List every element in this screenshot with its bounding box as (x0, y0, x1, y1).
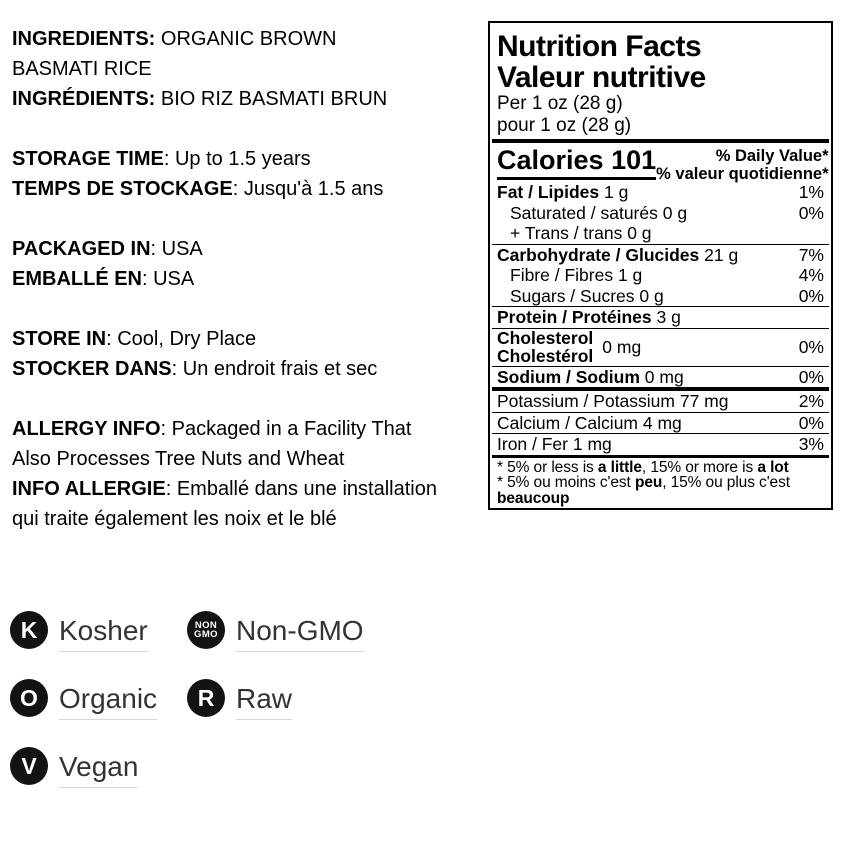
nutrient-name: Fat / Lipides 1 g (497, 182, 629, 202)
daily-value-footnotes (497, 460, 824, 507)
info-paragraph (12, 24, 492, 114)
info-paragraph (12, 324, 492, 384)
nutrient-name: + Trans / trans 0 g (510, 223, 652, 243)
info-text-line: INFO ALLERGIE: Emballé dans une installation (12, 478, 437, 500)
nutrient-name: Protein / Protéines 3 g (497, 307, 681, 327)
nutrient-daily-value: 0% (798, 285, 824, 306)
non-gmo-icon: NON GMO (187, 611, 225, 649)
divider-thick3 (492, 455, 829, 458)
badge-raw (187, 679, 407, 720)
badge-label: Raw (236, 679, 292, 720)
nutrient-row (497, 391, 824, 412)
footnote-line: * 5% ou moins c'est peu, 15% ou plus c'est beaucoup (497, 474, 790, 507)
badge-label: Non-GMO (236, 611, 364, 652)
nutrient-row (497, 265, 824, 286)
badge-organic (10, 679, 187, 720)
raw-icon: R (187, 679, 225, 717)
badge-kosher (10, 611, 187, 652)
info-text-line: Also Processes Tree Nuts and Wheat (12, 448, 345, 470)
badge-non-gmo (187, 611, 407, 652)
nutrient-name: Iron / Fer 1 mg (497, 434, 612, 454)
info-text-line: STOCKER DANS: Un endroit frais et sec (12, 358, 378, 380)
nutrient-daily-value: 0% (798, 412, 824, 433)
calories-row (497, 143, 829, 183)
nutrient-row (497, 413, 824, 434)
nutrient-name: Cholesterol Cholestérol (497, 327, 594, 366)
product-info-text (12, 24, 492, 564)
info-text-line: INGREDIENTS: ORGANIC BROWN (12, 28, 337, 50)
nutrient-row (497, 307, 824, 328)
nutrition-facts-title-fr: Valeur nutritive (497, 61, 706, 94)
info-paragraph (12, 234, 492, 294)
info-paragraph (12, 414, 492, 534)
certification-badges (10, 611, 407, 788)
nutrient-name: Saturated / saturés 0 g (510, 202, 688, 223)
info-paragraph (12, 144, 492, 204)
serving-size-en: Per 1 oz (28 g) (497, 93, 623, 114)
info-text-line: STORAGE TIME: Up to 1.5 years (12, 148, 311, 170)
nutrient-daily-value: 2% (798, 391, 824, 411)
nutrient-row (497, 182, 824, 203)
nutrient-daily-value: 0% (798, 366, 824, 387)
info-text-line: BASMATI RICE (12, 58, 152, 80)
nutrient-row (497, 245, 824, 266)
nutrient-name: Fibre / Fibres 1 g (510, 265, 643, 285)
info-text-line: ALLERGY INFO: Packaged in a Facility That (12, 418, 412, 440)
nutrient-name: Sodium / Sodium 0 mg (497, 366, 684, 387)
info-text-line: STORE IN: Cool, Dry Place (12, 328, 257, 350)
info-text-line: EMBALLÉ EN: USA (12, 268, 195, 290)
nutrient-row-cholesterol (497, 329, 824, 366)
calories-value: Calories 101 (497, 145, 656, 180)
nutrient-name: Sugars / Sucres 0 g (510, 285, 664, 306)
nutrient-daily-value: 7% (798, 244, 824, 265)
info-text-line: TEMPS DE STOCKAGE: Jusqu'à 1.5 ans (12, 178, 384, 200)
nutrient-row (497, 286, 824, 307)
footnote-line: * 5% or less is a little, 15% or more is a lot (497, 458, 789, 476)
nutrient-daily-value: 0% (798, 336, 824, 357)
nutrient-row (497, 434, 824, 455)
daily-value-header-en: % Daily Value* (715, 147, 829, 165)
badge-label: Kosher (59, 611, 148, 652)
nutrition-facts-panel (488, 21, 833, 510)
nutrient-row (497, 223, 824, 244)
vegan-icon: V (10, 747, 48, 785)
nutrient-daily-value: 4% (798, 265, 824, 285)
nutrient-name: Carbohydrate / Glucides 21 g (497, 244, 739, 265)
nutrient-name: Calcium / Calcium 4 mg (497, 412, 682, 433)
badge-vegan (10, 747, 187, 788)
organic-icon: O (10, 679, 48, 717)
nutrient-row (497, 367, 824, 388)
info-text-line: INGRÉDIENTS: BIO RIZ BASMATI BRUN (12, 88, 388, 110)
nutrition-facts-title-en: Nutrition Facts (497, 30, 702, 63)
nutrient-rows (497, 182, 824, 458)
nutrient-row (497, 203, 824, 224)
daily-value-header-fr: % valeur quotidienne* (656, 165, 829, 183)
nutrient-daily-value: 3% (798, 434, 824, 454)
nutrient-daily-value: 0% (798, 202, 824, 223)
info-text-line: PACKAGED IN: USA (12, 238, 203, 260)
daily-value-header (656, 145, 828, 183)
nutrient-amount: 0 mg (602, 336, 642, 357)
badge-label: Vegan (59, 747, 138, 788)
badge-label: Organic (59, 679, 157, 720)
serving-size-fr: pour 1 oz (28 g) (497, 115, 632, 136)
nutrient-daily-value: 1% (798, 182, 824, 202)
info-text-line: qui traite également les noix et le blé (12, 508, 337, 530)
kosher-icon: K (10, 611, 48, 649)
nutrient-name: Potassium / Potassium 77 mg (497, 391, 729, 411)
